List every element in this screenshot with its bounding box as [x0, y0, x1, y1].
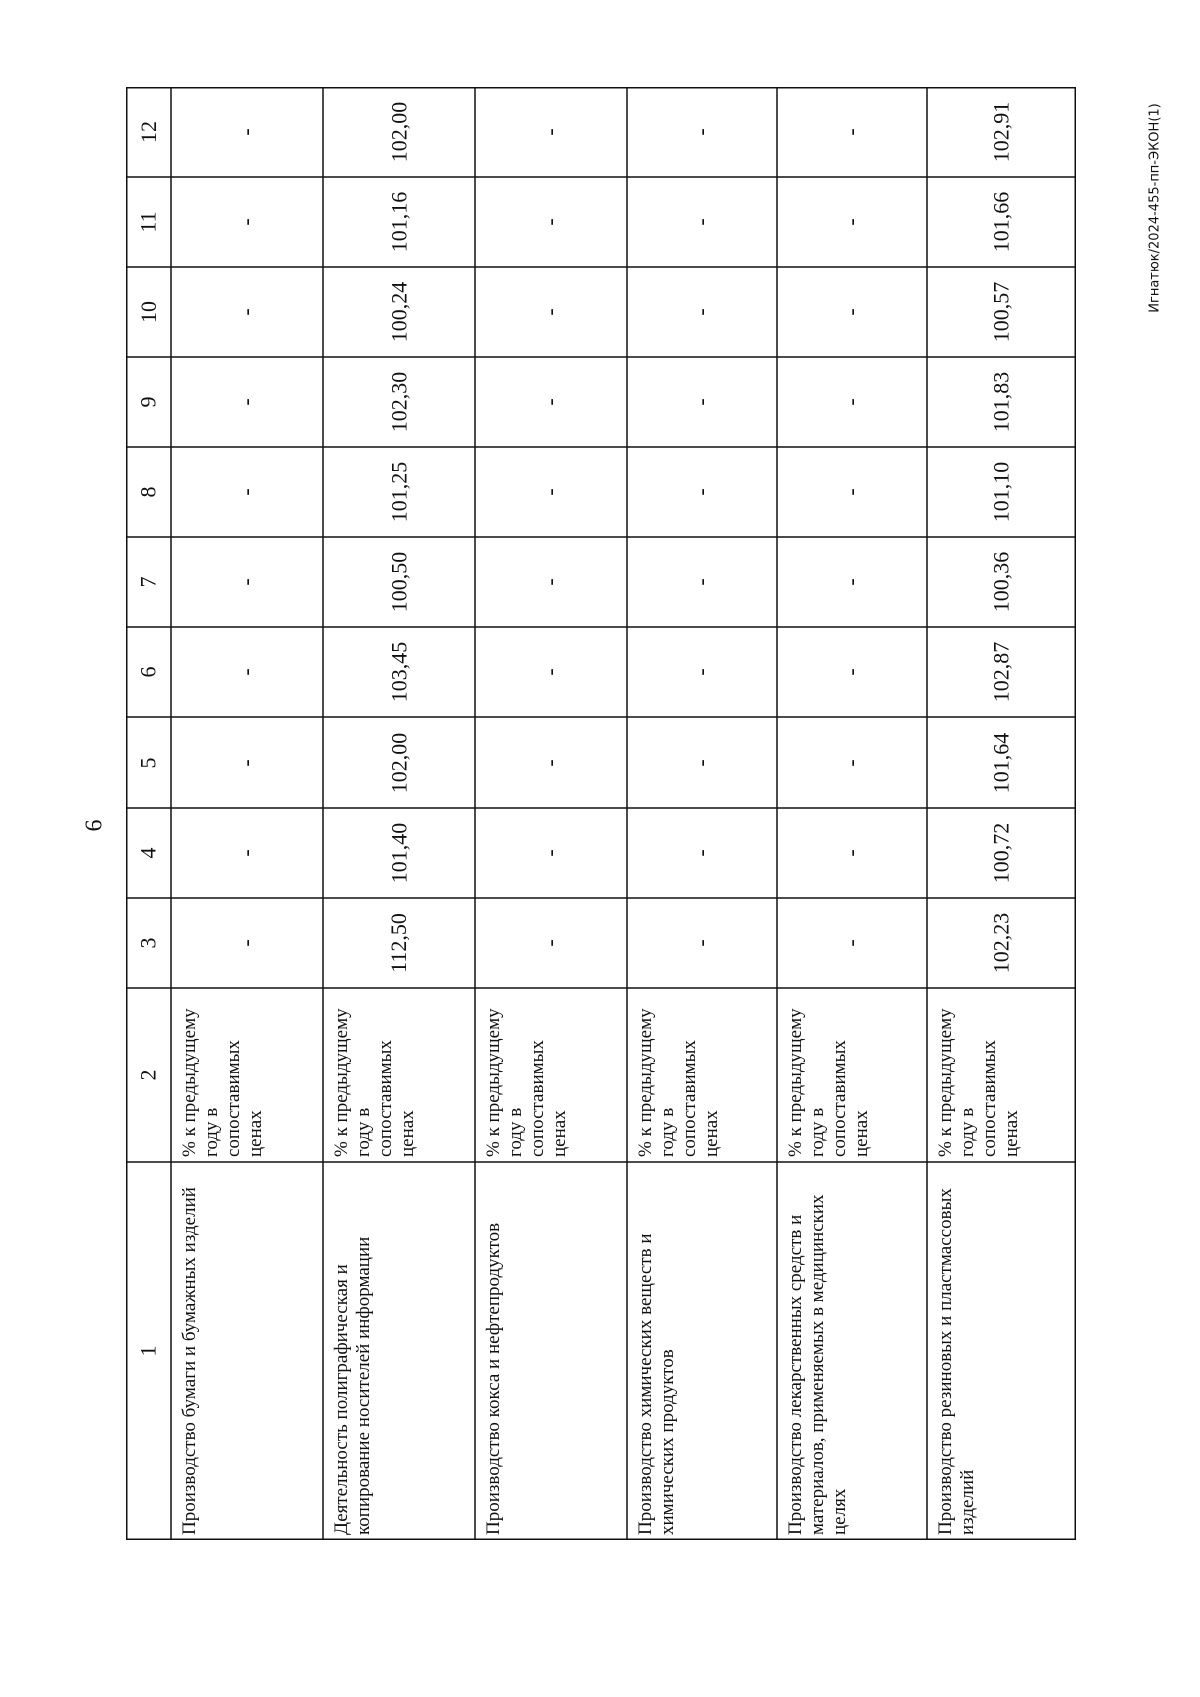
row-1-value-col6: - [233, 668, 259, 676]
row-1-name: Производство бумаги и бумажных изделий [179, 1187, 200, 1535]
column-number-9: 9 [135, 396, 161, 408]
row-3-value-col4: - [537, 849, 563, 857]
column-number-11: 11 [135, 211, 161, 233]
row-1-value-col9: - [233, 398, 259, 406]
row-2-value-col7: 100,50 [386, 551, 411, 613]
row-5-value-col8: - [838, 488, 864, 496]
row-4-unit: % к предыдущему году в сопоставимых ценах [635, 1008, 722, 1157]
row-6-value-col3: 102,23 [988, 912, 1014, 974]
column-number-3: 3 [135, 937, 161, 949]
document-id: Игнатюк/2024-455-пп-ЭКОН(1) [1147, 103, 1163, 313]
row-5-name: Производство лекарственных средств и материалов, применяемых в медицинских целях [785, 1194, 850, 1535]
column-number-12: 12 [135, 121, 161, 143]
row-2-value-col9: 102,30 [386, 371, 411, 433]
row-3-value-col9: - [537, 398, 563, 406]
row-4-value-col8: - [688, 488, 714, 496]
row-1-value-col4: - [233, 849, 259, 857]
row-3-value-col3: - [537, 939, 563, 947]
row-1-value-col8: - [233, 488, 259, 496]
row-2-value-col5: 102,00 [386, 732, 411, 793]
row-6-value-col11: 101,66 [988, 191, 1014, 253]
row-6-value-col6: 102,87 [988, 641, 1014, 703]
row-6-unit: % к предыдущему году в сопоставимых ценах [935, 1008, 1022, 1157]
row-5-value-col5: - [838, 758, 864, 767]
column-number-10: 10 [135, 301, 161, 323]
row-2-value-col11: 101,16 [386, 191, 411, 253]
row-1-value-col11: - [233, 218, 259, 226]
row-4-value-col4: - [688, 849, 714, 857]
row-3-value-col11: - [537, 218, 563, 226]
row-6-value-col9: 101,83 [988, 371, 1014, 433]
table-row-4 [627, 87, 777, 1540]
row-3-value-col10: - [537, 308, 563, 316]
table-row-6 [927, 87, 1076, 1540]
row-5-value-col10: - [838, 308, 864, 316]
row-2-name: Деятельность полиграфическая и копирование носителей информации [331, 1236, 374, 1535]
row-5-value-col7: - [838, 578, 864, 586]
row-6-value-col7: 100,36 [988, 551, 1014, 613]
row-6-value-col5: 101,64 [988, 732, 1014, 793]
row-6-value-col12: 102,91 [988, 101, 1014, 163]
column-number-2: 2 [135, 1069, 161, 1081]
row-5-value-col9: - [838, 398, 864, 406]
row-3-value-col7: - [537, 578, 563, 586]
row-3-value-col12: - [537, 128, 563, 136]
column-number-5: 5 [135, 757, 161, 768]
row-4-value-col3: - [688, 939, 714, 947]
row-3-name: Производство кокса и нефтепродуктов [483, 1222, 504, 1535]
row-2-value-col3: 112,50 [386, 913, 411, 973]
column-number-4: 4 [135, 847, 161, 859]
row-6-name: Производство резиновых и пластмассовых изделий [935, 1188, 978, 1535]
row-5-value-col11: - [838, 218, 864, 226]
row-6-value-col4: 100,72 [988, 822, 1014, 884]
table-row-1 [171, 87, 323, 1540]
row-2-value-col6: 103,45 [386, 641, 411, 703]
column-number-1: 1 [135, 1345, 161, 1357]
row-2-value-col10: 100,24 [386, 281, 411, 343]
table-row-5 [777, 87, 927, 1540]
row-5-value-col4: - [838, 849, 864, 857]
row-4-value-col10: - [688, 308, 714, 316]
column-number-8: 8 [135, 486, 161, 498]
row-1-value-col12: - [233, 128, 259, 136]
row-3-unit: % к предыдущему году в сопоставимых ценах [483, 1008, 570, 1157]
data-table [126, 87, 1076, 1540]
table-row-3 [475, 87, 627, 1540]
row-6-value-col10: 100,57 [988, 281, 1014, 343]
row-3-value-col5: - [537, 758, 563, 767]
row-4-name: Производство химических веществ и химических продуктов [635, 1233, 678, 1535]
row-1-unit: % к предыдущему году в сопоставимых ценах [179, 1008, 266, 1157]
row-4-value-col6: - [688, 668, 714, 676]
row-2-value-col8: 101,25 [386, 461, 411, 523]
row-1-value-col7: - [233, 578, 259, 586]
row-1-value-col3: - [233, 939, 259, 947]
page-number: 6 [81, 819, 108, 832]
row-5-unit: % к предыдущему году в сопоставимых ценах [785, 1008, 872, 1157]
row-4-value-col9: - [688, 398, 714, 406]
row-3-value-col6: - [537, 668, 563, 676]
row-2-value-col12: 102,00 [386, 101, 411, 163]
row-4-value-col12: - [688, 128, 714, 136]
column-number-7: 7 [135, 576, 161, 588]
row-5-value-col12: - [838, 128, 864, 136]
table-row-2 [323, 87, 475, 1540]
row-4-value-col7: - [688, 578, 714, 586]
row-2-unit: % к предыдущему году в сопоставимых ценах [331, 1008, 418, 1157]
row-2-value-col4: 101,40 [386, 822, 411, 884]
row-6-value-col8: 101,10 [988, 461, 1014, 523]
row-1-value-col5: - [233, 758, 259, 767]
row-1-value-col10: - [233, 308, 259, 316]
column-number-6: 6 [135, 666, 161, 678]
row-4-value-col11: - [688, 218, 714, 226]
row-3-value-col8: - [537, 488, 563, 496]
row-4-value-col5: - [688, 758, 714, 767]
row-5-value-col6: - [838, 668, 864, 676]
row-5-value-col3: - [838, 939, 864, 947]
